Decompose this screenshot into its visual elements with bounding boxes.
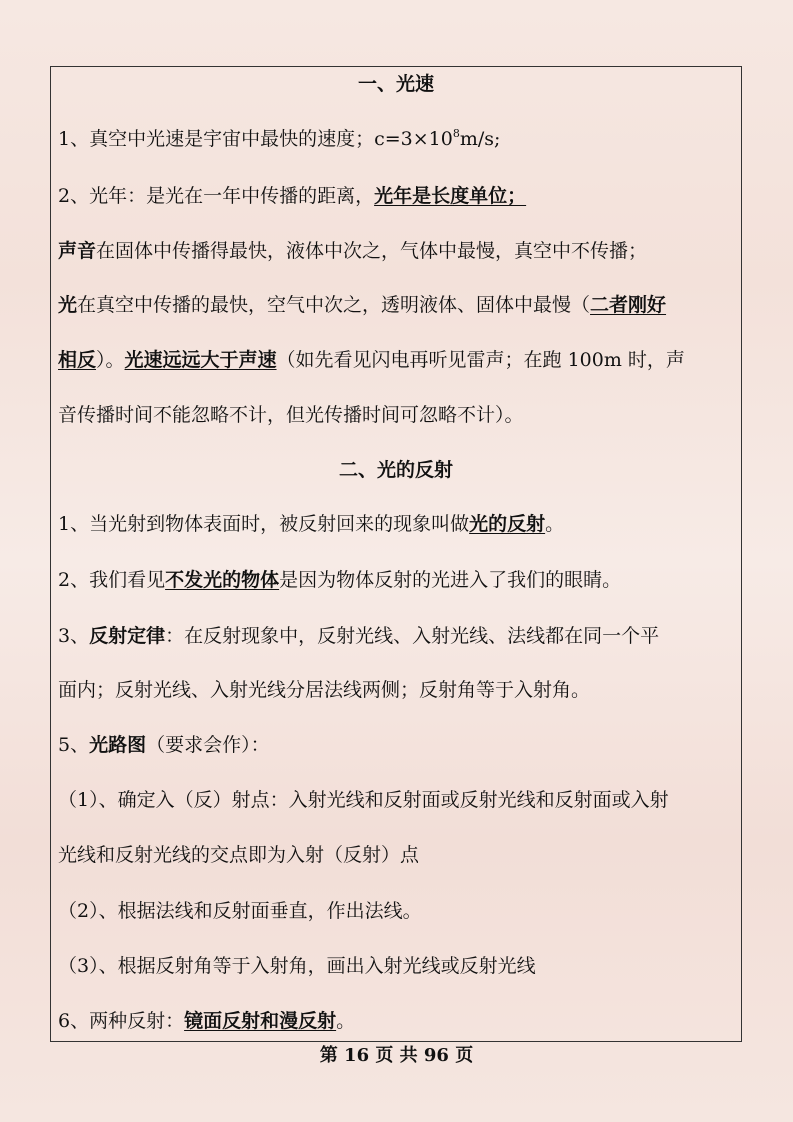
section-2-line-2 <box>58 571 621 590</box>
s2-l1-text: 1、当光射到物体表面时，被反射回来的现象叫做 <box>58 513 470 535</box>
s1-l5-text2: （如先看见闪电再听见雷声；在跑 100m 时，声 <box>276 349 685 371</box>
s2-l5-bold: 光路图 <box>89 734 147 756</box>
s1-l3-text: 在固体中传播得最快，液体中次之，气体中最慢，真空中不传播； <box>96 240 648 262</box>
s1-l2-text: 2、光年：是光在一年中传播的距离， <box>58 185 375 207</box>
s2-l10-text: 6、两种反射： <box>58 1010 185 1032</box>
s1-l5-text1: ）。 <box>96 349 125 371</box>
s1-l3-key: 声音 <box>58 240 97 262</box>
s2-l3-num: 3、 <box>58 625 90 647</box>
s2-l3-text: ：在反射现象中，反射光线、入射光线、法线都在同一个平 <box>165 625 660 647</box>
section-1-line-2 <box>58 187 526 206</box>
s1-l4-key2: 二者刚好 <box>590 294 667 316</box>
section-1-line-5 <box>58 351 685 370</box>
section-1-line-1 <box>58 127 501 150</box>
section-2-line-5 <box>58 736 270 755</box>
section-2-line-10 <box>58 1012 355 1031</box>
s2-l3-bold: 反射定律 <box>89 625 166 647</box>
page-number: 第 16 页 共 96 页 <box>319 1045 474 1066</box>
s2-l10-end: 。 <box>336 1010 356 1032</box>
s1-l1-text: 1、真空中光速是宇宙中最快的速度；c=3×10 <box>58 128 453 150</box>
s1-l4-text: 在真空中传播的最快，空气中次之，透明液体、固体中最慢（ <box>77 294 591 316</box>
s1-l1-tail: m/s; <box>459 128 501 150</box>
section-1-title: 一、光速 <box>357 73 434 95</box>
s1-l1-sup: 8 <box>452 127 460 140</box>
s1-l5-key: 相反 <box>58 349 97 371</box>
section-1-line-3 <box>58 242 647 261</box>
section-2-line-9: （3）、根据反射角等于入射角，画出入射光线或反射光线 <box>58 955 536 977</box>
section-2-line-7: 光线和反射光线的交点即为入射（反射）点 <box>58 844 420 866</box>
s2-l1-end: 。 <box>545 513 565 535</box>
s2-l10-key: 镜面反射和漫反射 <box>184 1010 337 1032</box>
section-2-line-1 <box>58 515 564 534</box>
s2-l2-text: 2、我们看见 <box>58 569 166 591</box>
s2-l2-key: 不发光的物体 <box>165 569 280 591</box>
s2-l5-text: （要求会作）： <box>146 734 270 756</box>
section-2-line-8: （2）、根据法线和反射面垂直，作出法线。 <box>58 900 422 922</box>
s1-l4-key: 光 <box>58 294 78 316</box>
section-1-line-6: 音传播时间不能忽略不计，但光传播时间可忽略不计）。 <box>58 404 524 426</box>
s2-l5-num: 5、 <box>58 734 90 756</box>
section-2-line-6: （1）、确定入（反）射点：入射光线和反射面或反射光线和反射面或入射 <box>58 789 669 811</box>
section-2-title: 二、光的反射 <box>338 459 453 481</box>
section-2-line-3 <box>58 627 659 646</box>
s1-l2-key: 光年是长度单位； <box>374 185 527 207</box>
s2-l2-tail: 是因为物体反射的光进入了我们的眼睛。 <box>279 569 622 591</box>
section-2-line-4: 面内；反射光线、入射光线分居法线两侧；反射角等于入射角。 <box>58 679 591 701</box>
s2-l1-key: 光的反射 <box>469 513 546 535</box>
content-frame <box>50 66 742 1042</box>
section-1-line-4 <box>58 296 666 315</box>
s1-l5-key2: 光速远远大于声速 <box>124 349 277 371</box>
